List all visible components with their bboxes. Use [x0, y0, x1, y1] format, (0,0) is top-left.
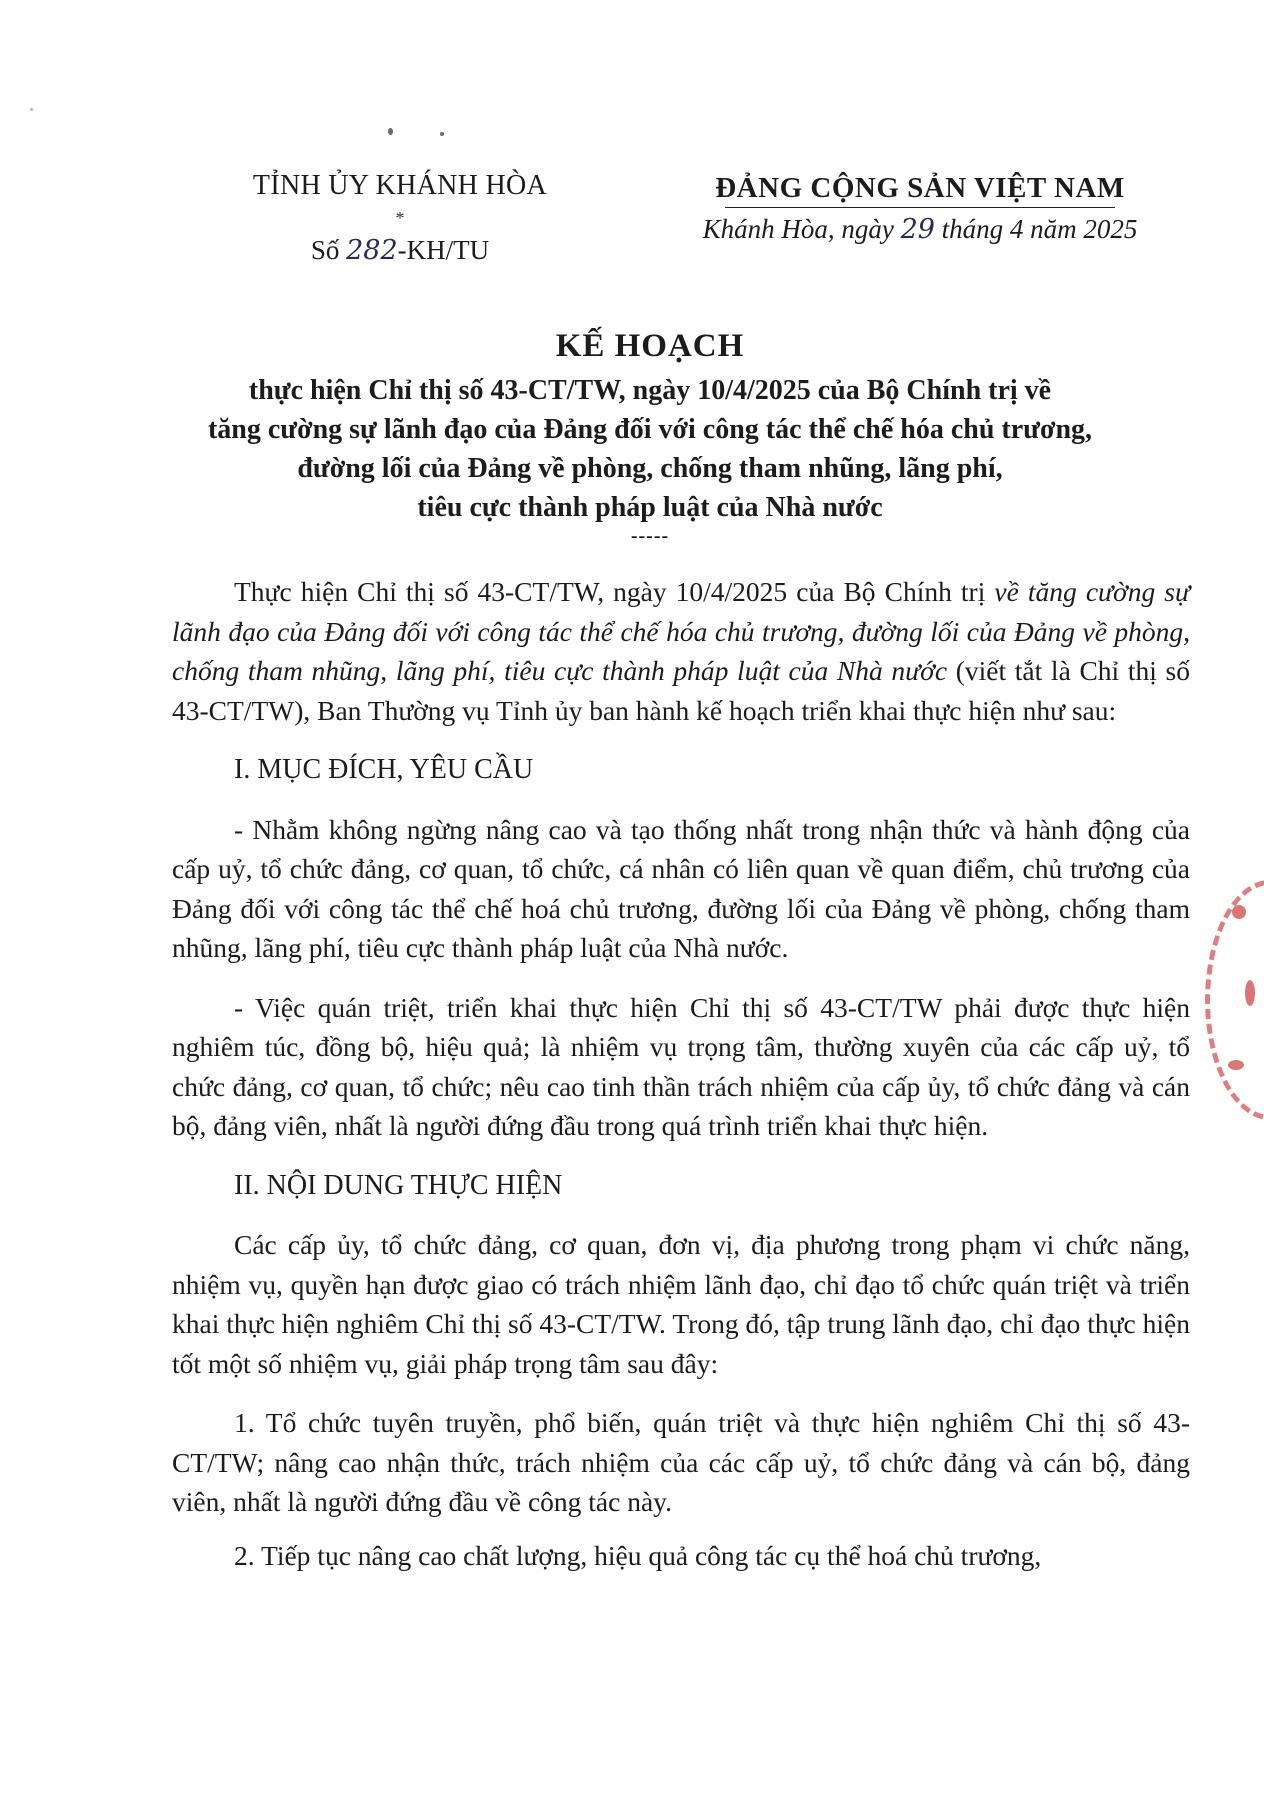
section-2-heading: II. NỘI DUNG THỰC HIỆN — [234, 1169, 563, 1201]
date-prefix: Khánh Hòa, ngày — [702, 214, 901, 244]
intro-lead: Thực hiện Chỉ thị số 43-CT/TW, ngày 10/4/2025 của Bộ Chính trị — [234, 576, 995, 607]
section-2-item: 1. Tổ chức tuyên truyền, phổ biến, quán triệt và thực hiện nghiêm Chỉ thị số 43-CT/TW; nâng cao nhận thức, trách nhiệm của các cấp uỷ, tổ chức đảng và cán bộ, đảng viên, nhất là người đứng đầu về công tác này. — [172, 1407, 1190, 1517]
date-line — [660, 214, 1180, 245]
star-separator: * — [395, 208, 405, 228]
header-issuer — [210, 170, 590, 266]
seal-ink-mark — [1245, 980, 1255, 1006]
intro-italic: về tăng cường sự lãnh đạo của Đảng đối với công tác thể chế hóa chủ trương, đường lối của Đảng về phòng, chống tham nhũng, lãng phí, tiêu cực thành pháp luật của Nhà nước — [172, 576, 1190, 686]
document-title: KẾ HOẠCH — [555, 328, 745, 364]
intro-paragraph — [172, 572, 1190, 730]
title-block — [120, 328, 1180, 547]
subtitle-line: tăng cường sự lãnh đạo của Đảng đối với công tác thể chế hóa chủ trương, — [207, 414, 1093, 445]
header-party — [660, 172, 1180, 245]
section-1-heading: I. MỤC ĐÍCH, YÊU CẦU — [234, 754, 534, 785]
section-1-paragraph: - Việc quán triệt, triển khai thực hiện Chỉ thị số 43-CT/TW phải được thực hiện nghiêm túc, đồng bộ, hiệu quả; là nhiệm vụ trọng tâm, thường xuyên của các cấp uỷ, tổ chức đảng, cơ quan, tổ chức; nêu cao tinh thần trách nhiệm của cấp ủy, tổ chức đảng và cán bộ, đảng viên, nhất là người đứng đầu trong quá trình triển khai thực hiện. — [172, 991, 1190, 1141]
date-suffix: tháng 4 năm 2025 — [934, 214, 1138, 244]
seal-ink-mark — [1228, 1060, 1244, 1070]
party-name: ĐẢNG CỘNG SẢN VIỆT NAM — [715, 172, 1125, 204]
subtitle-line: đường lối của Đảng về phòng, chống tham nhũng, lãng phí, — [297, 453, 1003, 484]
scan-speck — [30, 108, 33, 111]
seal-ink-mark — [1232, 905, 1246, 919]
document-number-prefix: Số — [310, 235, 347, 265]
party-underline — [725, 207, 1115, 208]
issuer-name: TỈNH ỦY KHÁNH HÒA — [252, 170, 548, 201]
scan-speck — [388, 128, 393, 135]
section-1-paragraph: - Nhằm không ngừng nâng cao và tạo thống nhất trong nhận thức và hành động của cấp uỷ, tổ chức đảng, cơ quan, tổ chức, cá nhân có liên quan về quan điểm, chủ trương của Đảng đối với công tác thể chế hoá chủ trương, đường lối của Đảng về phòng, chống tham nhũng, lãng phí, tiêu cực thành pháp luật của Nhà nước. — [172, 813, 1190, 963]
document-number-handwritten: 282 — [346, 235, 398, 266]
section-2-item: 2. Tiếp tục nâng cao chất lượng, hiệu quả công tác cụ thể hoá chủ trương, — [234, 1539, 1042, 1571]
intro-tail: (viết tắt là Chỉ thị số 43-CT/TW), Ban Thường vụ Tỉnh ủy ban hành kế hoạch triển khai thực hiện như sau: — [172, 655, 1190, 726]
document-number — [210, 235, 590, 266]
document-subtitle — [120, 371, 1180, 527]
section-2-intro: Các cấp ủy, tổ chức đảng, cơ quan, đơn vị, địa phương trong phạm vi chức năng, nhiệm vụ, quyền hạn được giao có trách nhiệm lãnh đạo, chỉ đạo tổ chức quán triệt và triển khai thực hiện nghiêm Chỉ thị số 43-CT/TW. Trong đó, tập trung lãnh đạo, chỉ đạo thực hiện tốt một số nhiệm vụ, giải pháp trọng tâm sau đây: — [172, 1229, 1190, 1379]
subtitle-line: tiêu cực thành pháp luật của Nhà nước — [417, 492, 883, 523]
title-separator: ----- — [630, 525, 670, 547]
date-day-handwritten: 29 — [900, 214, 935, 245]
scan-speck — [440, 132, 444, 136]
document-body — [172, 572, 1190, 1575]
document-number-suffix: -KH/TU — [397, 235, 490, 265]
subtitle-line: thực hiện Chỉ thị số 43-CT/TW, ngày 10/4/2025 của Bộ Chính trị về — [248, 375, 1052, 406]
